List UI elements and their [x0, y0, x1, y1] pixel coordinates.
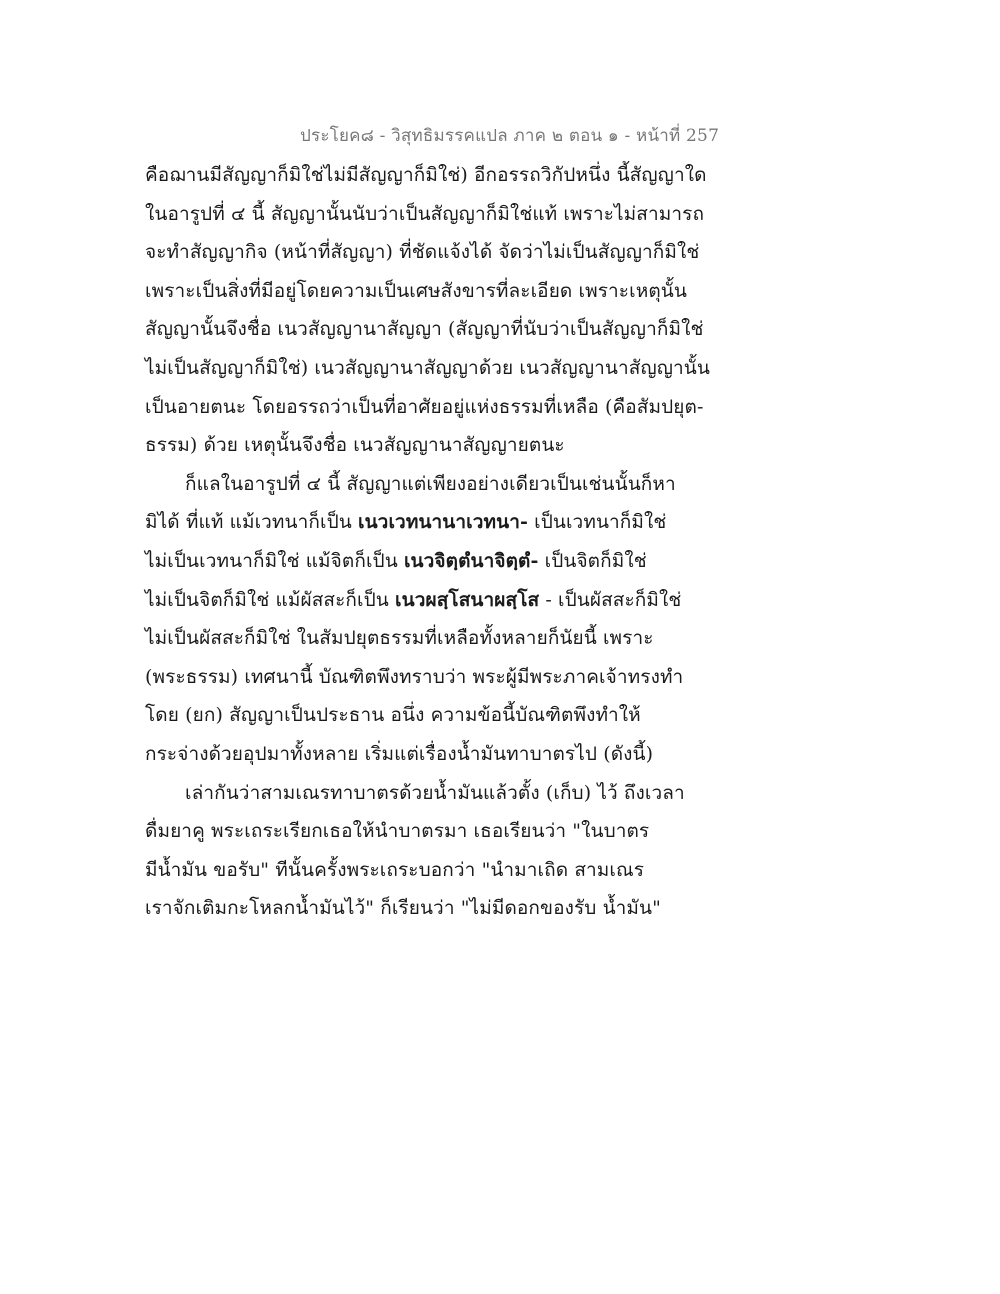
text-line: สัญญานั้นจึงชื่อ เนวสัญญานาสัญญา (สัญญาที่นับว่าเป็นสัญญาก็มิใช่ — [145, 318, 704, 341]
text-line: เราจักเติมกะโหลกน้ำมันไว้" ก็เรียนว่า "ไม่มีดอกของรับ น้ำมัน" — [145, 897, 661, 920]
text-line: ธรรม) ด้วย เหตุนั้นจึงชื่อ เนวสัญญานาสัญญายตนะ — [145, 434, 565, 457]
pali-term: เนวผสฺโสนาผสฺโส — [395, 588, 540, 611]
text-segment: ไม่เป็นจิตก็มิใช่ แม้ผัสสะก็เป็น — [145, 588, 389, 611]
text-segment: ไม่เป็นเวทนาก็มิใช่ แม้จิตก็เป็น — [145, 549, 398, 572]
text-segment: มิได้ ที่แท้ แม้เวทนาก็เป็น — [145, 511, 352, 534]
text-line: กระจ่างด้วยอุปมาทั้งหลาย เริ่มแต่เรื่องน้ำมันทาบาตรไป (ดังนี้) — [145, 742, 654, 765]
text-line: ไม่เป็นผัสสะก็มิใช่ ในสัมปยุตธรรมที่เหลือทั้งหลายก็นัยนี้ เพราะ — [145, 627, 654, 650]
pali-term: เนวจิตฺตํนาจิตฺตํ- — [403, 549, 539, 572]
text-segment: เป็นจิตก็มิใช่ — [538, 549, 647, 572]
text-line: ไม่เป็นสัญญาก็มิใช่) เนวสัญญานาสัญญาด้วย เนวสัญญานาสัญญานั้น — [145, 356, 710, 379]
running-header: ประโยค๘ - วิสุทธิมรรคแปล ภาค ๒ ตอน ๑ - หน้าที่ 257 — [300, 126, 720, 146]
text-line: เป็นอายตนะ โดยอรรถว่าเป็นที่อาศัยอยู่แห่งธรรมที่เหลือ (คือสัมปยุต- — [145, 395, 704, 418]
text-line: ก็แลในอารูปที่ ๔ นี้ สัญญาแต่เพียงอย่างเดียวเป็นเช่นนั้นก็หา — [185, 472, 676, 495]
text-segment: เป็นเวทนาก็มิใช่ — [527, 511, 667, 534]
pali-term: เนวเวทนานาเวทนา- — [358, 511, 528, 534]
text-line: ดื่มยาคู พระเถระเรียกเธอให้นำบาตรมา เธอเรียนว่า "ในบาตร — [145, 820, 650, 843]
text-line: จะทำสัญญากิจ (หน้าที่สัญญา) ที่ชัดแจ้งได้ จัดว่าไม่เป็นสัญญาก็มิใช่ — [145, 241, 700, 264]
text-line — [145, 542, 720, 581]
text-line: (พระธรรม) เทศนานี้ บัณฑิตพึงทราบว่า พระผู้มีพระภาคเจ้าทรงทำ — [145, 665, 684, 688]
text-segment: - เป็นผัสสะก็มิใช่ — [539, 588, 682, 611]
text-line: ในอารูปที่ ๔ นี้ สัญญานั้นนับว่าเป็นสัญญาก็มิใช่แท้ เพราะไม่สามารถ — [145, 202, 705, 225]
text-line: คือฌานมีสัญญาก็มิใช่ไม่มีสัญญาก็มิใช่) อีกอรรถวิกัปหนึ่ง นี้สัญญาใด — [145, 164, 707, 186]
text-line: เล่ากันว่าสามเณรทาบาตรด้วยน้ำมันแล้วตั้ง (เก็บ) ไว้ ถึงเวลา — [185, 781, 685, 804]
text-line: โดย (ยก) สัญญาเป็นประธาน อนึ่ง ความข้อนี้บัณฑิตพึงทำให้ — [145, 704, 641, 727]
text-line: มีน้ำมัน ขอรับ" ทีนั้นครั้งพระเถระบอกว่า "นำมาเถิด สามเณร — [145, 858, 645, 881]
text-line — [145, 581, 720, 620]
body-text — [145, 156, 720, 928]
text-line — [145, 503, 720, 542]
text-line: เพราะเป็นสิ่งที่มีอยู่โดยความเป็นเศษสังขารที่ละเอียด เพราะเหตุนั้น — [145, 279, 687, 302]
